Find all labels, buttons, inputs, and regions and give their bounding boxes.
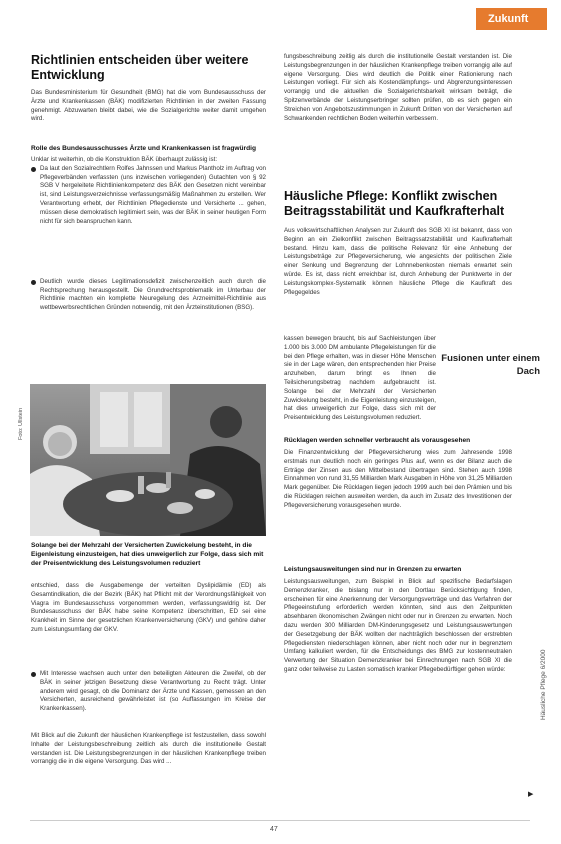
right-subheading-2: Leistungsausweitungen sind nur in Grenzen zu erwarten: [284, 566, 462, 573]
section-tag: Zukunft: [476, 8, 547, 30]
right-para2: Die Finanzentwicklung der Pflegeversicherung wies zum Jahresende 1998 erstmals nun deutlich noch ein geringes Plus auf, wenn es der Bilanz auch die Erträge der Zinsen aus den Mittelbestand übertragen sind. Stehen auch 1998 Einnahmen von rund 31,55 Milliarden Mark Ausgaben in Höhe von 31,25 Milliarden Mark gegenüber. Die Rücklagen liegen jedoch 1999 auch bei den Prämien und bis die Rücklagen reichen ausweiten werden, da auch im Zusatz des Investitionen der Pflegeversicherung vorausgesehen wurde.: [284, 449, 512, 509]
continue-arrow-icon: ▶: [528, 791, 534, 798]
right-heading: Häusliche Pflege: Konflikt zwischen Beitragsstabilität und Kaufkrafterhalt: [284, 189, 505, 218]
photo-image: [30, 384, 266, 536]
left-para2: entschied, dass die Ausgabemenge der verteilten Dyslipidämie (ED) als Gesamtindikation, die der Bezirk (BÄK) hat Pflicht mit der Verordnungsfähigkeit von Viagra im Bundesausschuss vorgenommen werden, verfassungswidrig ist. Der Bundesausschuss der BÄK habe seine Kompetenz überschritten, ED sei eine Krankheit im Sinne der gesetzlichen Krankenversicherung (GKV) und gehöre daher zum Leistungsumfang der GKV.: [31, 582, 266, 633]
right-column: [284, 53, 512, 315]
left-bullet-3: Mit Interesse wachsen auch unter den beteiligten Akteuren die Zweifel, ob der BÄK in seiner jetzigen Besetzung diese Verantwortung zu Recht trägt. Unter anderem wird gesagt, ob die Dominanz der Ärzte und Kassen, gemessen an den Versicherten, ausreichend gewährleistet ist (so Auffassungen im Kreise der Krankenkassen).: [31, 670, 266, 732]
sidebar-pullquote: Fusionen unter einem Dach: [441, 353, 540, 377]
photo-caption: Solange bei der Mehrzahl der Versicherten Zuwickelung besteht, in die Eigenleistung einzusteigen, hat dies unweigerlich zur Folge, dass sich mit der Preisentwicklung des Leistungsvolumen reduziert: [31, 542, 264, 567]
left-column: [31, 53, 266, 342]
left-heading: Richtlinien entscheiden über weitere Entwicklung: [31, 53, 249, 82]
photo: [30, 384, 266, 536]
right-para3: Leistungsausweitungen, zum Beispiel in Blick auf spezifische Bedarfslagen Demenzkranker, die bislang nur in den Dortlau Berücksichtigung finden, erscheinen für eine Anerkennung der Versorgungsverträge und das Verfahren der Pflegeeinstufung erforderlich werden könnten, sind aus den Zeitpunkten absehbaren ökonomischen Zwängen nicht oder nur in Grenzen zu erwarten. Noch dazu werden 300 Milliarden DM-Kinderungsgesetz und Leistungsauswertungen der Gesetzgebung der BÄK wollten der nachträglich beschlossen der erstrebten Pflegediensten niederschlagen können, aber nicht noch oder nur in begrenztem Umfang kalkuliert werden, für die Entscheidungs des BMG zur kostenneutralen Verwertung der Situation Demenzkranker bei Einrechnungen nach SGB XI die ganz oder teilweise zu Lasten somatisch kranker Pflegebedürftiger gehen würde:: [284, 578, 512, 673]
right-para-top: fungsbeschreibung zeitlig als durch die institutionelle Gestalt verstanden ist. Die Leistungsbegrenzungen in der häuslichen Krankenpflege treiben vorrangig alle auf eigene Versorgung. Dies wird deutlich die Politik einer Rationierung nach Leistungen vorliegt. Für sich als Kostendämpfungs- und Abgrenzungsinteressen vorrangig und die aktuellen die Sozialgerichtsbarkeit wirksam beträgt, die Spitzenverbände der Leistungserbringer sollten prüfen, ob es sich gegen ein Streichen von Angebotszustimmungen in Zukunft Dritten von der Versicherten auf Schwankenden rechtlichen Boden weiterhin verbessern.: [284, 53, 512, 122]
right-para1b-narrow: kassen bewegen braucht, bis auf Sachleistungen über 1.000 bis 3.000 DM ambulante Pflegeleistungen für die bei den Pflege erhalten, was in dieser Höhe Menschen sie in der Lage wären, den entsprechenden hier Preise anzuheben, darum bringt es Ihnen die Teilsicherungsbetrag nachdem aufgebraucht ist. Solange bei der Mehrzahl der Versicherten Zuwickelung besteht, in die Eigenleistung einzusteigen, hat dies unweigerlich zur Folge, dass sich mit der Preisentwicklung des Leistungsvolumen reduziert.: [284, 335, 436, 422]
left-bullet-1: Da laut den Sozialrechtlern Rolfes Jahnssen und Markus Plantholz im Auftrag von Pflegeverbänden verfassten (uns inzwischen vorliegenden) Gutachten von § 92 SGB V hergeleitete Richtlinienkompetenz des BÄK den Gesetzen nicht vereinbar ist, sind Leistungsverzeichnisse verfassungsmäßig Maßnahmen zu erstellen. Wer Verantwortung erhebt, der Richtlinien Pflegedienste und Versicherte ... gehen, müssen diese demokratisch legitimiert sein, was der BÄK in seiner heutigen Form nicht für sich beanspruchen kann.: [31, 165, 266, 278]
right-para1: Aus volkswirtschaftlichen Analysen zur Zukunft des SGB XI ist bekannt, dass von Beginn an ein Zielkonflikt zwischen Beitragssatzstabilität und Kaufkrafterhalt bestand. Hinzu kam, dass die politische Relevanz für eine Anhebung der Leistungsbeträge zur Pflegeversicherung, wie angesichts der politischen Ziele einer Senkung und Begrenzung der Lohnnebenkosten niemals erwartet sein würde. Es ist, dass nicht erreichbar ist, durch Anhebung der Punktwerte in der Leistungskomplex-Systematik können häusliche Pflege die Kaufkraft des Pflegegeldes: [284, 227, 512, 296]
photo-credit: Foto: Ullstein: [18, 407, 24, 440]
left-para1: Unklar ist weiterhin, ob die Konstruktion BÄK überhaupt zulässig ist:: [31, 156, 218, 163]
page-number: 47: [270, 826, 278, 833]
footer-rule: [30, 820, 530, 821]
right-subheading-1: Rücklagen werden schneller verbraucht als vorausgesehen: [284, 437, 471, 444]
left-para3: Mit Blick auf die Zukunft der häuslichen Krankenpflege ist festzustellen, dass sowohl Inhalte der Leistungsbeschreibung zeitlich als durch die institutionelle Gestalt verstanden ist. Die Leistungsbegrenzungen in der häuslichen Krankenpflege treiben vorrangig die in die eigene Versorgung. Das wird ...: [31, 732, 266, 766]
left-bottom: [31, 582, 266, 766]
right-lower: [284, 436, 512, 728]
left-bullet-2: Deutlich wurde dieses Legitimationsdefizit zwischenzeitlich auch durch die Rechtsprechung herausgestellt. Die Grundrechtsproblematik im Unterbau der Richtlinie machten ein komplette Neuregelung des Arzneimittel-Richtlinie aus wettbewerbsrechtlichen Gründen notwendig, mit den Ärzteinstitutionen (BSG).: [31, 278, 266, 342]
left-subheading: Rolle des Bundesausschusses Ärzte und Krankenkassen ist fragwürdig: [31, 145, 256, 152]
left-intro: Das Bundesministerium für Gesundheit (BMG) hat die vom Bundesausschuss der Ärzte und Krankenkassen (BÄK) modifizierten Richtlinien in der zweiten Fassung genehmigt. Abzuwarten bleibt dabei, wie die Sozialgerichte weiter damit umgehen wird.: [31, 89, 266, 123]
journal-side-label: Häusliche Pflege 6/2000: [540, 649, 547, 720]
